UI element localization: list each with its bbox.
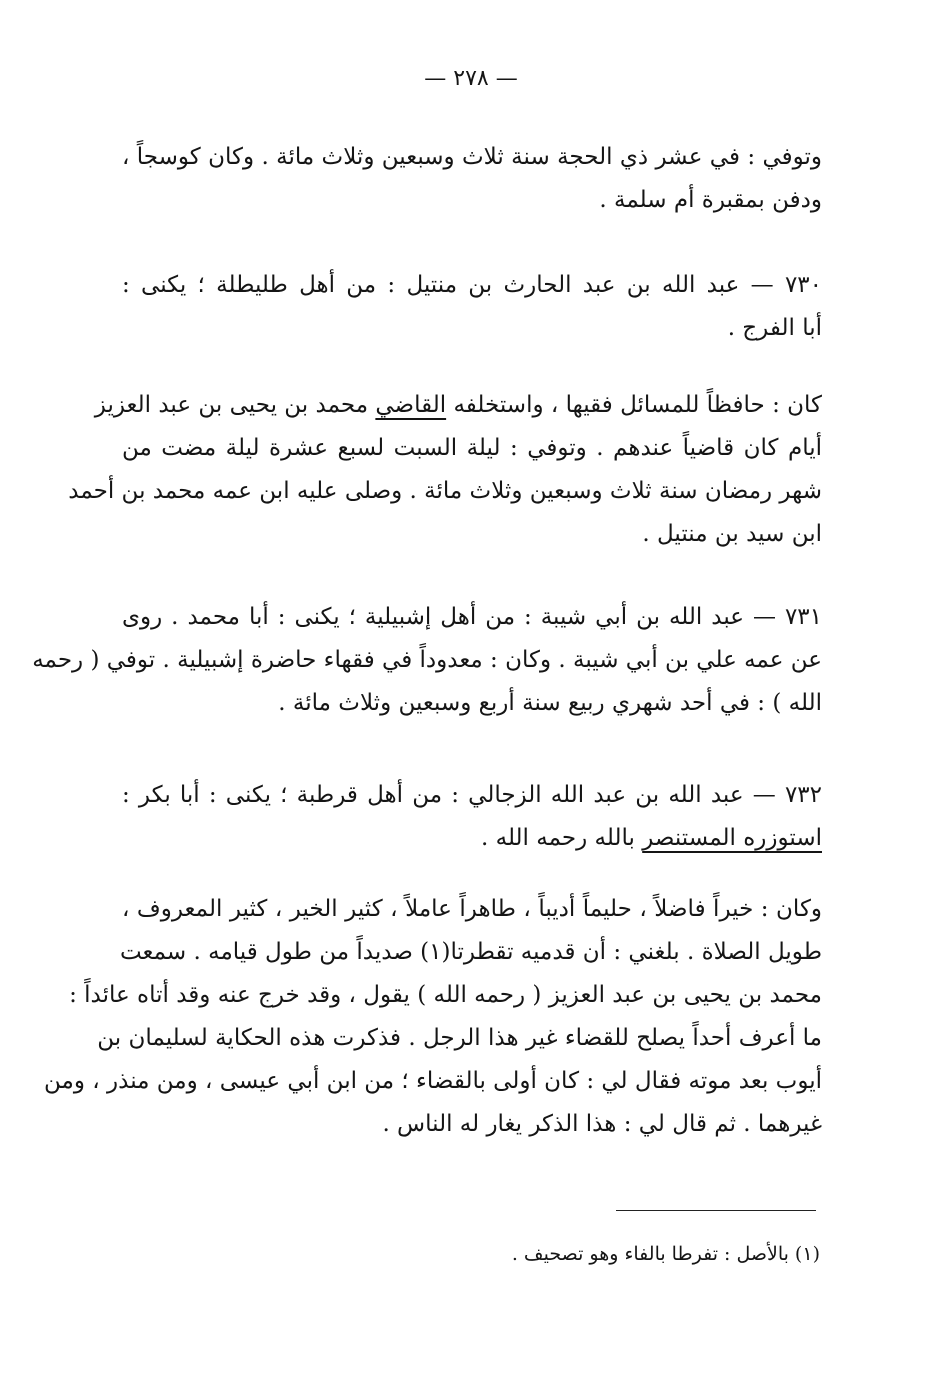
text-line: ودفن بمقبرة أم سلمة . <box>599 187 822 213</box>
page-number: — ٢٧٨ — <box>424 66 518 91</box>
text-line: غيرهما . ثم قال لي : هذا الذكر يغار له الناس . <box>382 1111 822 1137</box>
paragraph-death-note <box>122 136 822 222</box>
text-segment: كان : حافظاً للمسائل فقيها ، واستخلفه <box>453 392 822 418</box>
text-line: الله ) : في أحد شهري ربيع سنة أربع وسبعين وثلاث مائة . <box>278 690 822 716</box>
text-segment: بالله رحمه الله . <box>480 825 635 851</box>
text-line: أيوب بعد موته فقال لي : كان أولى بالقضاء ؛ من ابن أبي عيسى ، ومن منذر ، ومن <box>44 1068 822 1094</box>
underlined-text: استوزره المستنصر <box>642 825 822 851</box>
footnote: (١) بالأصل : تفرطا بالفاء وهو تصحيف . <box>511 1243 820 1265</box>
text-line: شهر رمضان سنة ثلاث وسبعين وثلاث مائة . وصلى عليه ابن عمه محمد بن أحمد <box>68 478 822 504</box>
text-line: ابن سيد بن منتيل . <box>642 521 822 547</box>
text-line: وكان : خيراً فاضلاً ، حليماً أديباً ، طاهراً عاملاً ، كثير الخير ، كثير المعروف ، <box>122 896 822 922</box>
text-line: ٧٣١ — عبد الله بن أبي شيبة : من أهل إشبيلية ؛ يكنى : أبا محمد . روى <box>122 604 822 630</box>
text-line <box>122 817 822 860</box>
entry-730 <box>122 264 822 350</box>
text-line <box>94 384 822 427</box>
text-line: طويل الصلاة . بلغني : أن قدميه تقطرتا(١) صديداً من طول قيامه . سمعت <box>119 939 822 965</box>
text-line: أيام كان قاضياً عندهم . وتوفي : ليلة السبت لسبع عشرة ليلة مضت من <box>122 435 822 461</box>
underlined-text: القاضي <box>375 392 447 418</box>
text-line: ٧٣٢ — عبد الله بن عبد الله الزجالي : من أهل قرطبة ؛ يكنى : أبا بكر : <box>122 782 822 808</box>
footnote-divider <box>616 1210 816 1211</box>
text-line: أبا الفرج . <box>727 315 822 341</box>
entry-730-body <box>68 384 822 556</box>
text-line: ٧٣٠ — عبد الله بن عبد الحارث بن منتيل : من أهل طليطلة ؛ يكنى : <box>122 272 822 298</box>
text-segment: محمد بن يحيى بن عبد العزيز <box>94 392 369 418</box>
text-line: وتوفي : في عشر ذي الحجة سنة ثلاث وسبعين وثلاث مائة . وكان كوسجاً ، <box>122 144 822 170</box>
text-line: ما أعرف أحداً يصلح للقضاء غير هذا الرجل . فذكرت هذه الحكاية لسليمان بن <box>97 1025 822 1051</box>
entry-731 <box>32 596 822 725</box>
entry-732-body <box>44 888 822 1146</box>
text-line: عن عمه علي بن أبي شيبة . وكان : معدوداً في فقهاء حاضرة إشبيلية . توفي ( رحمه <box>32 647 822 673</box>
text-line: محمد بن يحيى بن عبد العزيز ( رحمه الله ) يقول ، وقد خرج عنه وقد أتاه عائداً : <box>69 982 822 1008</box>
entry-732 <box>122 774 822 860</box>
